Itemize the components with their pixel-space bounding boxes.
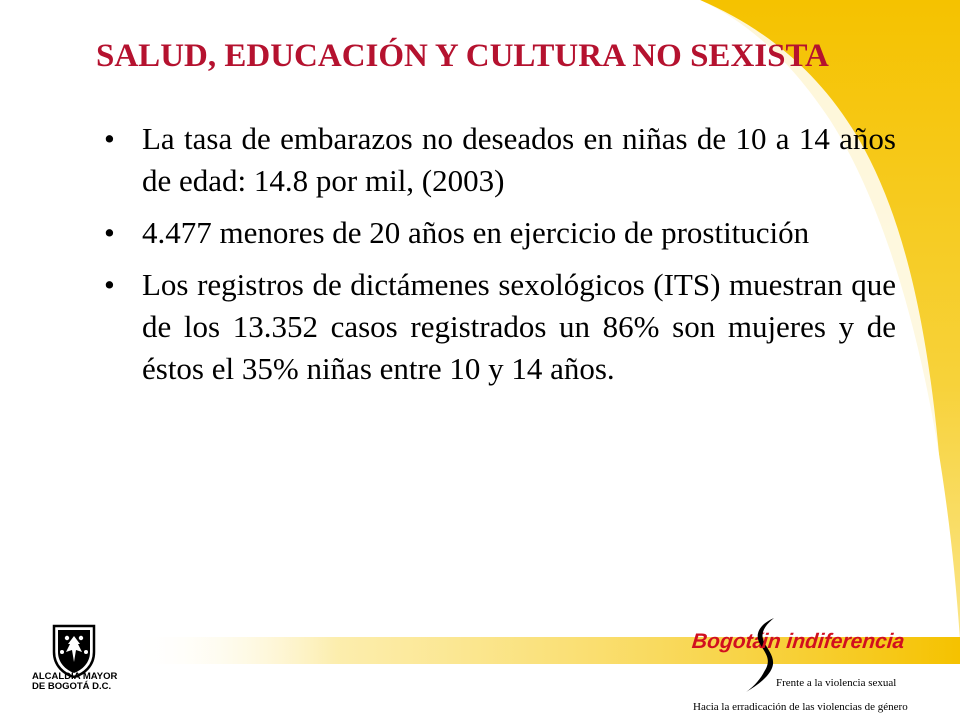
brand-text-right: in indiferencia [760, 630, 906, 653]
bullet-text: 4.477 menores de 20 años en ejercicio de prostitución [142, 215, 810, 250]
alcaldia-logo-text [32, 672, 122, 692]
footer-tagline-2: Hacia la erradicación de las violencias de género [693, 701, 908, 713]
brand-text-left: Bogotá [690, 630, 766, 653]
bullet-dot: • [104, 121, 115, 156]
alcaldia-line-2: DE BOGOTÁ D.C. [32, 681, 112, 692]
bullet-dot: • [104, 215, 115, 250]
alcaldia-line-1: ALCALDIA MAYOR [32, 671, 118, 682]
bullet-dot: • [104, 267, 115, 302]
bullet-item [104, 264, 896, 390]
bullet-list [104, 118, 896, 400]
slide-title: SALUD, EDUCACIÓN Y CULTURA NO SEXISTA [96, 38, 829, 74]
bullet-item [104, 212, 896, 254]
bullet-text: La tasa de embarazos no deseados en niñas de 10 a 14 años de edad: 14.8 por mil, (2003) [142, 121, 896, 198]
bullet-item [104, 118, 896, 202]
coat-of-arms-icon [48, 622, 100, 678]
bullet-text: Los registros de dictámenes sexológicos (ITS) muestran que de los 13.352 casos registrados un 86% son mujeres y de éstos el 35% niñas entre 10 y 14 años. [142, 267, 896, 386]
footer-tagline-1: Frente a la violencia sexual [776, 677, 897, 689]
